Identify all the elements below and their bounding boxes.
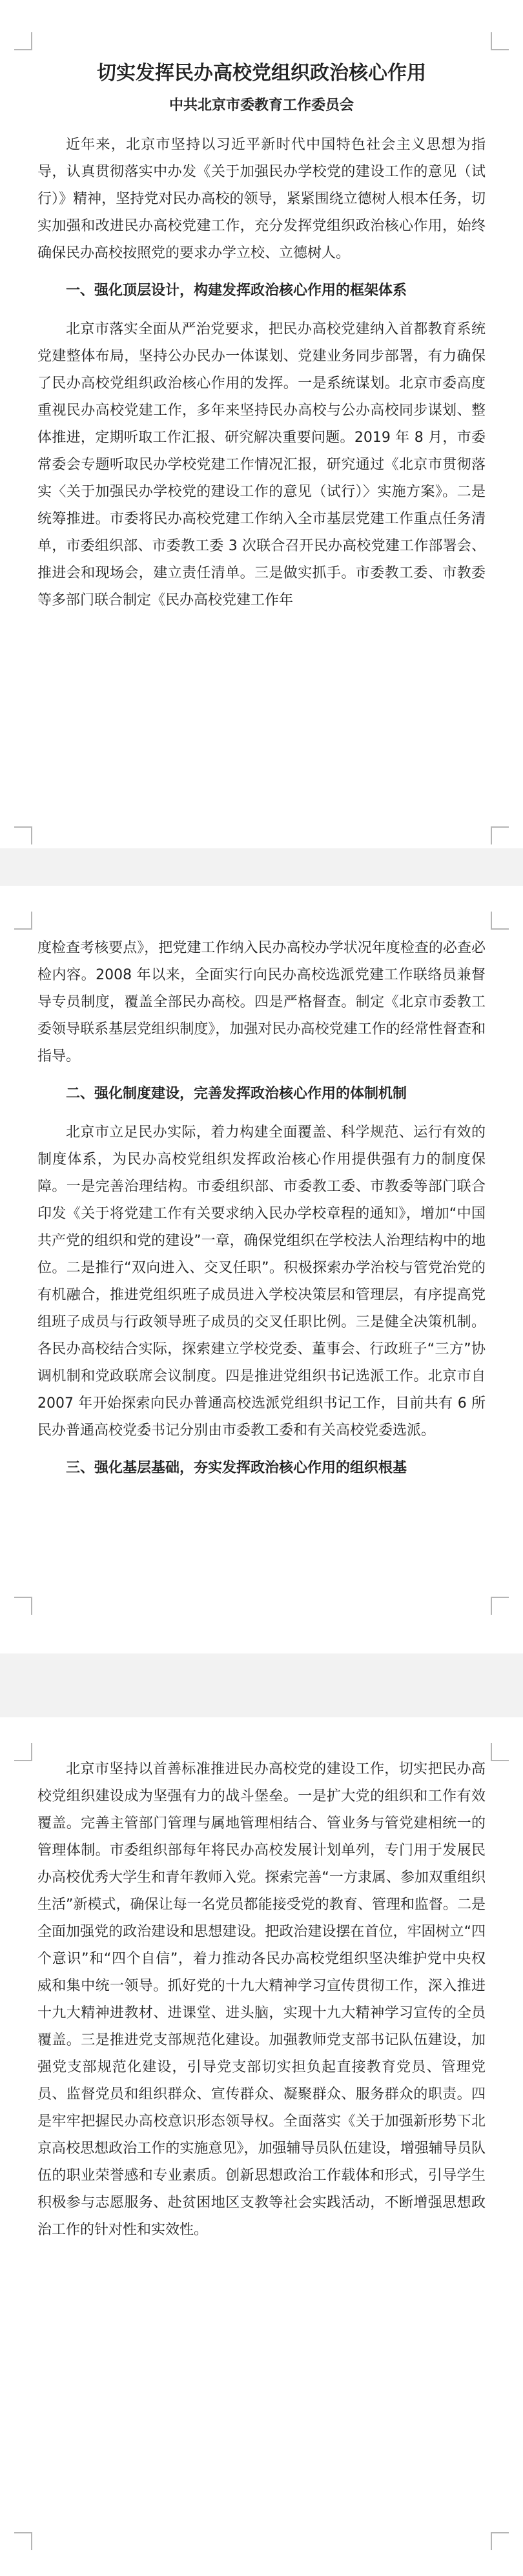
crop-mark-top-right — [491, 912, 509, 930]
crop-mark-top-left — [14, 1743, 32, 1761]
intro-paragraph: 近年来，北京市坚持以习近平新时代中国特色社会主义思想为指导，认真贯彻落实中办发《关于加强民办学校党的建设工作的意见（试行）》精神，坚持党对民办高校的领导，紧紧围绕立德树人根本任务，切实加强和改进民办高校党建工作，充分发挥党组织政治核心作用，始终确保民办高校按照党的要求办学立校、立德树人。 — [37, 137, 486, 261]
section-2-heading: 二、强化制度建设，完善发挥政治核心作用的体制机制 — [66, 1086, 407, 1102]
crop-mark-bottom-right — [491, 826, 509, 844]
section-3-paragraph: 北京市坚持以首善标准推进民办高校党的建设工作，切实把民办高校党组织建设成为坚强有力的战斗堡垒。一是扩大党的组织和工作有效覆盖。完善主管部门管理与属地管理相结合、管业务与管党建相统一的管理体制。市委组织部每年将民办高校发展计划单列，专门用于发展民办高校优秀大学生和青年教师入党。探索完善“一方隶属、参加双重组织生活”新模式，确保让每一名党员都能接受党的教育、管理和监督。二是全面加强党的政治建设和思想建设。把政治建设摆在首位，牢固树立“四个意识”和“四个自信”，着力推动各民办高校党组织坚决维护党中央权威和集中统一领导。抓好党的十九大精神学习宣传贯彻工作，深入推进十九大精神进教材、进课堂、进头脑，实现十九大精神学习宣传的全员覆盖。三是推进党支部规范化建设。加强教师党支部书记队伍建设，加强党支部规范化建设，引导党支部切实担负起直接教育党员、管理党员、监督党员和组织群众、宣传群众、凝聚群众、服务群众的职责。四是牢牢把握民办高校意识形态领导权。全面落实《关于加强新形势下北京高校思想政治工作的实施意见》，加强辅导员队伍建设，增强辅导员队伍的职业荣誉感和专业素质。创新思想政治工作载体和形式，引导学生积极参与志愿服务、赴贫困地区支教等社会实践活动，不断增强思想政治工作的针对性和实效性。 — [37, 1761, 486, 2238]
crop-mark-bottom-right — [491, 2532, 509, 2550]
crop-mark-bottom-left — [14, 1597, 32, 1615]
document-title: 切实发挥民办高校党组织政治核心作用 — [97, 62, 426, 85]
crop-mark-bottom-right — [491, 1597, 509, 1615]
section-1-heading: 一、强化顶层设计，构建发挥政治核心作用的框架体系 — [66, 283, 407, 299]
page-2-content — [37, 935, 486, 1493]
crop-mark-top-right — [491, 1743, 509, 1761]
section-3-heading: 三、强化基层基础，夯实发挥政治核心作用的组织根基 — [66, 1460, 407, 1476]
crop-mark-bottom-left — [14, 2532, 32, 2550]
crop-mark-top-right — [491, 32, 509, 50]
crop-mark-bottom-left — [14, 826, 32, 844]
page-3-content — [37, 1756, 486, 2244]
document-page-1 — [0, 0, 523, 848]
document-page-2 — [0, 886, 523, 1653]
section-1-paragraph-part-1: 北京市落实全面从严治党要求，把民办高校党建纳入首都教育系统党建整体布局，坚持公办民办一体谋划、党建业务同步部署，有力确保了民办高校党组织政治核心作用的发挥。一是系统谋划。北京市委高度重视民办高校党建工作，多年来坚持民办高校与公办高校同步谋划、整体推进，定期听取工作汇报、研究解决重要问题。2019 年 8 月，市委常委会专题听取民办学校党建工作情况汇报，研究通过《北京市贯彻落实〈关于加强民办学校党的建设工作的意见（试行）〉实施方案》。二是统筹推进。市委将民办高校党建工作纳入全市基层党建工作重点任务清单，市委组织部、市委教工委 3 次联合召开民办高校党建工作部署会、推进会和现场会，建立责任清单。三是做实抓手。市委教工委、市教委等多部门联合制定《民办高校党建工作年 — [37, 321, 486, 608]
crop-mark-top-left — [14, 912, 32, 930]
section-1-paragraph-part-2: 度检查考核要点》，把党建工作纳入民办高校办学状况年度检查的必查必检内容。2008 年以来，全面实行向民办高校选派党建工作联络员兼督导专员制度，覆盖全部民办高校。四是严格督查。制定《北京市委教工委领导联系基层党组织制度》，加强对民办高校党建工作的经常性督查和指导。 — [37, 940, 486, 1064]
crop-mark-top-left — [14, 32, 32, 50]
section-2-paragraph: 北京市立足民办实际，着力构建全面覆盖、科学规范、运行有效的制度体系，为民办高校党组织发挥政治核心作用提供强有力的制度保障。一是完善治理结构。市委组织部、市委教工委、市教委等部门联合印发《关于将党建工作有关要求纳入民办学校章程的通知》，增加“中国共产党的组织和党的建设”一章，确保党组织在学校法人治理结构中的地位。二是推行“双向进入、交叉任职”。积极探索办学治校与管党治党的有机融合，推进党组织班子成员进入学校决策层和管理层，有序提高党组班子成员与行政领导班子成员的交叉任职比例。三是健全决策机制。各民办高校结合实际，探索建立学校党委、董事会、行政班子“三方”协调机制和党政联席会议制度。四是推进党组织书记选派工作。北京市自 2007 年开始探索向民办普通高校选派党组织书记工作，目前共有 6 所民办普通高校党委书记分别由市委教工委和有关高校党委选派。 — [37, 1124, 486, 1439]
issuing-organization: 中共北京市委教育工作委员会 — [169, 97, 354, 114]
document-page-3 — [0, 1717, 523, 2576]
page-1-content — [37, 58, 486, 614]
